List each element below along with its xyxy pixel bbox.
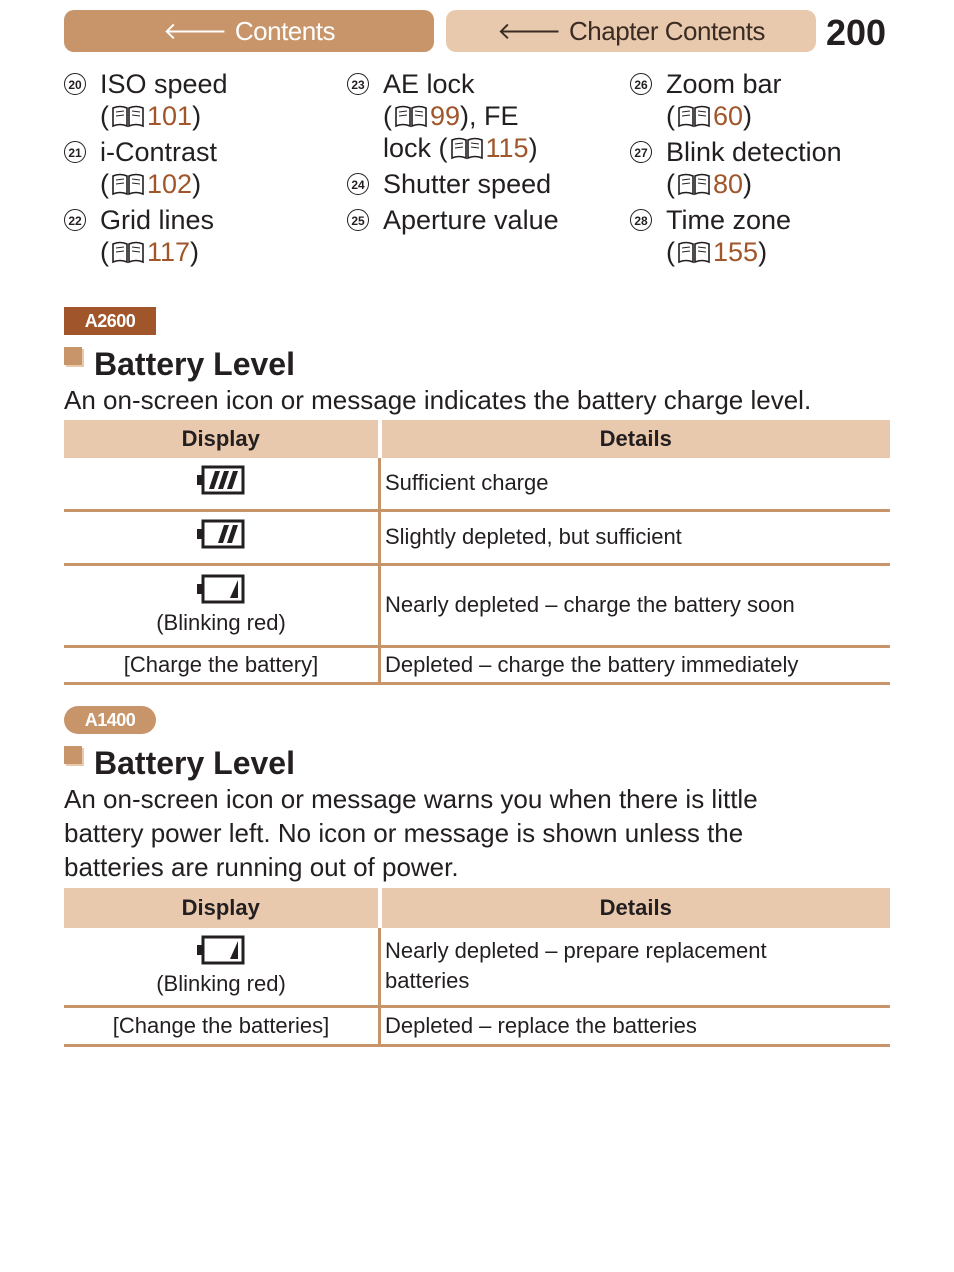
section-title-text: Battery Level (94, 745, 295, 781)
section-description: An on-screen icon or message warns you when there is little battery power left. No icon or message is shown unless the batteries are running out of power. (64, 784, 758, 882)
page-ref-link[interactable]: 155 (713, 237, 759, 267)
table-row (64, 928, 890, 1006)
book-icon (677, 171, 711, 195)
battery-table-a2600 (64, 420, 890, 685)
item-label: i-Contrast (100, 137, 218, 167)
table-header-row (64, 420, 890, 458)
details-cell: Nearly depleted – charge the battery soon (380, 564, 891, 646)
item-label: Grid lines (100, 205, 215, 235)
column-header-display: Display (64, 420, 380, 458)
battery-table-a1400 (64, 888, 890, 1047)
details-cell: Slightly depleted, but sufficient (380, 510, 891, 564)
book-icon (450, 135, 484, 159)
list-item (347, 204, 559, 236)
details-cell: Depleted – charge the battery immediately (380, 646, 891, 683)
item-number: 22 (64, 209, 86, 231)
section-marker-icon (64, 347, 82, 365)
item-number: 23 (347, 73, 369, 95)
section-title (64, 745, 295, 782)
book-icon (111, 239, 145, 263)
item-label: Zoom bar (666, 69, 782, 99)
book-icon (111, 103, 145, 127)
section-description: An on-screen icon or message indicates the battery charge level. (64, 385, 812, 415)
book-icon (111, 171, 145, 195)
item-label: Shutter speed (383, 169, 552, 199)
list-item (347, 168, 559, 200)
items-column-2 (347, 68, 559, 240)
table-row (64, 458, 890, 510)
item-number: 27 (630, 141, 652, 163)
model-tag-a1400: A1400 (64, 706, 156, 734)
chapter-contents-button[interactable] (446, 10, 816, 52)
page-ref-link[interactable]: 101 (147, 101, 193, 131)
table-row (64, 646, 890, 683)
item-label: Time zone (666, 205, 792, 235)
items-column-1 (64, 68, 228, 272)
contents-button[interactable] (64, 10, 434, 52)
table-row (64, 1006, 890, 1045)
details-cell: Sufficient charge (380, 458, 891, 510)
contents-label: Contents (234, 15, 335, 46)
display-cell (64, 510, 380, 564)
page-number: 200 (826, 12, 887, 53)
book-icon (677, 103, 711, 127)
list-item: 26 Zoom bar ( 60) (630, 68, 842, 132)
items-column-3 (630, 68, 842, 272)
display-cell: [Change the batteries] (64, 1006, 380, 1045)
display-note: (Blinking red) (156, 610, 286, 635)
list-item: 22 Grid lines ( 117) (64, 204, 228, 268)
details-cell: Nearly depleted – prepare replacement batteries (380, 928, 891, 1006)
list-item: 20 ISO speed ( 101) (64, 68, 228, 132)
battery-two-bars-icon (197, 519, 245, 549)
display-cell (64, 928, 380, 1006)
list-item: 28 Time zone ( 155) (630, 204, 842, 268)
section-title-text: Battery Level (94, 346, 295, 382)
page-ref-link[interactable]: 102 (147, 169, 193, 199)
book-icon (394, 103, 428, 127)
section-title (64, 346, 295, 383)
display-cell (64, 564, 380, 646)
column-header-display: Display (64, 888, 380, 928)
display-cell: [Charge the battery] (64, 646, 380, 683)
column-header-details: Details (380, 420, 891, 458)
page-ref-link[interactable]: 115 (485, 133, 529, 163)
item-label: AE lock (383, 69, 475, 99)
item-number: 25 (347, 209, 369, 231)
arrow-left-icon: 🡐 (163, 18, 227, 45)
item-number: 26 (630, 73, 652, 95)
model-tag-a2600: A2600 (64, 307, 156, 335)
chapter-contents-label: Chapter Contents (569, 15, 765, 46)
column-header-details: Details (380, 888, 891, 928)
item-label: ISO speed (100, 69, 228, 99)
item-number: 21 (64, 141, 86, 163)
display-cell (64, 458, 380, 510)
page-ref-link[interactable]: 99 (430, 101, 461, 131)
list-item: 27 Blink detection ( 80) (630, 136, 842, 200)
table-row (64, 564, 890, 646)
arrow-left-icon: 🡐 (497, 18, 562, 45)
book-icon (677, 239, 711, 263)
battery-one-bar-icon (197, 574, 245, 604)
details-cell: Depleted – replace the batteries (380, 1006, 891, 1045)
battery-one-bar-icon (197, 935, 245, 965)
item-number: 20 (64, 73, 86, 95)
item-label: Blink detection (666, 137, 842, 167)
table-header-row (64, 888, 890, 928)
display-note: (Blinking red) (156, 971, 286, 997)
item-number: 28 (630, 209, 652, 231)
item-label: Aperture value (383, 205, 559, 235)
section-marker-icon (64, 746, 82, 764)
battery-full-icon (197, 465, 245, 495)
list-item: 23 AE lock ( 99), FE lock ( 115) (347, 68, 559, 164)
table-row (64, 510, 890, 564)
list-item: 21 i-Contrast ( 102) (64, 136, 228, 200)
page-ref-link[interactable]: 60 (713, 101, 744, 131)
page-ref-link[interactable]: 80 (713, 169, 744, 199)
item-number: 24 (347, 173, 369, 195)
page-ref-link[interactable]: 117 (147, 237, 191, 267)
